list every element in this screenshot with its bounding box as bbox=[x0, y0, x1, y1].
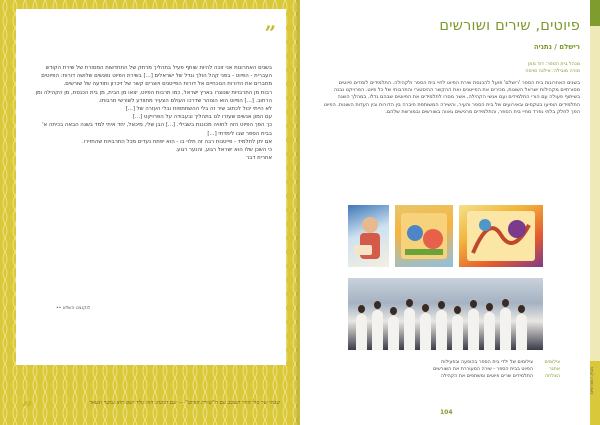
side-label: מגזין השורשים bbox=[590, 366, 595, 394]
child-figure bbox=[516, 314, 527, 350]
photo-illustration bbox=[348, 205, 389, 267]
article-body: בשנים האחרונות בית הספר 'רישלם' פועל להכנסת שירת הפיוט לחיי בית הספר ולקהילה. התלמידים לומדים פיוטים מסורתיים מקהילות ישראל השונות, מכירים את הפייטנים ואת ההקשר ההיסטורי והתרבותי של כל פיוט. הפרויקט נבנה בשיתוף פעולה עם הורי התלמידים ועם אנשי הקהילה, אשר מסרו לתלמידים את הפיוטים שבהם גדלו. במהלך השנה התלמידים הופיעו בטקסים ובאירועים של בית הספר והעיר, והשירה המשותפת חיברה בין הדורות ובין העדות השונות. הפיוט הפך לחלק בלתי נפרד מחיי בית הספר, והתלמידים מרגישים גאווה בשורשים ובמורשת שלהם. bbox=[323, 80, 580, 115]
child-figure bbox=[372, 310, 383, 350]
photo-colorful-book bbox=[395, 205, 453, 267]
paragraph: כי השכן שלו הוא ישראל רגוע, והנער רגוע. bbox=[175, 147, 272, 154]
text-panel bbox=[16, 9, 286, 365]
photo-legend bbox=[340, 359, 560, 380]
paragraph: אחרית דבר bbox=[246, 155, 272, 162]
child-figure bbox=[436, 310, 447, 350]
child-figure bbox=[404, 308, 415, 350]
photo-illustration bbox=[459, 205, 543, 267]
child-figure bbox=[388, 316, 399, 350]
paragraph: עם המון אנשים שעזרו לנו בתהליך ובעבודה על הפרויקט [...] bbox=[132, 114, 272, 121]
quote-close-icon: „ bbox=[22, 385, 34, 409]
legend-label: אתגר bbox=[548, 367, 560, 372]
legend-text: התלמידים שרים פיוטים ומשתפים את הקהילה bbox=[440, 374, 533, 379]
legend-label: צילומים bbox=[544, 360, 560, 365]
legend-text: הפיוט בבית הספר - שירה המעוררת את השורשים bbox=[433, 367, 533, 372]
paragraph: אם יתן לתלמיד - פייטנות רבה זה תלוי בו - הוא יפתח נעדים מכל התרבויות שהחזירו. bbox=[82, 138, 272, 145]
paragraph: בשנים האחרונות אני זוכה להיות שותף פעיל בתהליך מרתק של התחדשות המסורת של שירת הקודש העברית - הפיוט - בפני קהל הולך וגדל של ישראלים [...] בשירת הפיוט נפגשים שלושה דורות: הפיוטים מחברים את הדורות הנוכחיים אל דורות הפייטנים ויוצרים קשר של זיכרון ותודעה של שורשים. bbox=[41, 65, 272, 88]
child-figure bbox=[356, 314, 367, 350]
legend-label: הצלחה bbox=[545, 374, 560, 379]
left-body-text bbox=[32, 64, 272, 162]
article-subtitle: רישלם / נתניה bbox=[533, 43, 580, 51]
legend-text: צילומים של ילדי בית הספר בהופעה ובפעילות bbox=[441, 360, 533, 365]
photo-drawing-artwork bbox=[459, 205, 543, 267]
child-figure bbox=[452, 315, 463, 350]
bottom-quote: שבתי שר מול ההר העזבב עם ה"שירת הפיוט" — שם המנהג הזה נולד ושם הוא נמשך ונשאר bbox=[89, 400, 280, 406]
child-figure bbox=[420, 313, 431, 350]
side-band-middle bbox=[590, 26, 600, 361]
quote-open-icon: ” bbox=[264, 21, 276, 45]
child-figure bbox=[484, 312, 495, 350]
photo-child-with-cake bbox=[348, 205, 389, 267]
legend-row bbox=[340, 359, 560, 366]
side-band-top bbox=[590, 0, 600, 26]
signature: לוקנצט השלא •• bbox=[56, 306, 91, 311]
credit-line: מנהל בית הספר: דוד ממן bbox=[527, 62, 580, 67]
paragraph: רבות מן התרבויות שנוצרו בארץ ישראל, כמו תרבות הפיוט, יצאו מן הבית, מן בית הכנסת, מן הקהילה ומן הרחוב. [...] הפיוט הוא הצוהר שדרכו העולם הצעיר מתוודע לשורשי תרבותו. bbox=[35, 89, 272, 104]
paragraph: לא הייתי יכול לכתוב שיר זה בלי ההשתתפות ובלי העזרה של [...] bbox=[125, 106, 272, 113]
photo-children-group bbox=[348, 278, 543, 350]
child-figure bbox=[468, 309, 479, 350]
child-figure bbox=[500, 308, 511, 350]
legend-row bbox=[340, 366, 560, 373]
legend-row bbox=[340, 373, 560, 380]
credit-line: מורה מובילה: אילנה סויסה bbox=[525, 69, 580, 74]
photo-illustration bbox=[395, 205, 453, 267]
article-title: פיוטים, שירים ושורשים bbox=[439, 18, 580, 34]
page-number: 104 bbox=[440, 409, 453, 416]
paragraph: כך הפך הפיוט הזה לחוויה מכוננת בשבילי. [...] הבן שלי, מיכאל, יחד איתי למד בשנה הבאה בכיתה א' בבית הספר שבו לימדתי [...] bbox=[42, 122, 272, 137]
article-credits bbox=[525, 61, 580, 75]
